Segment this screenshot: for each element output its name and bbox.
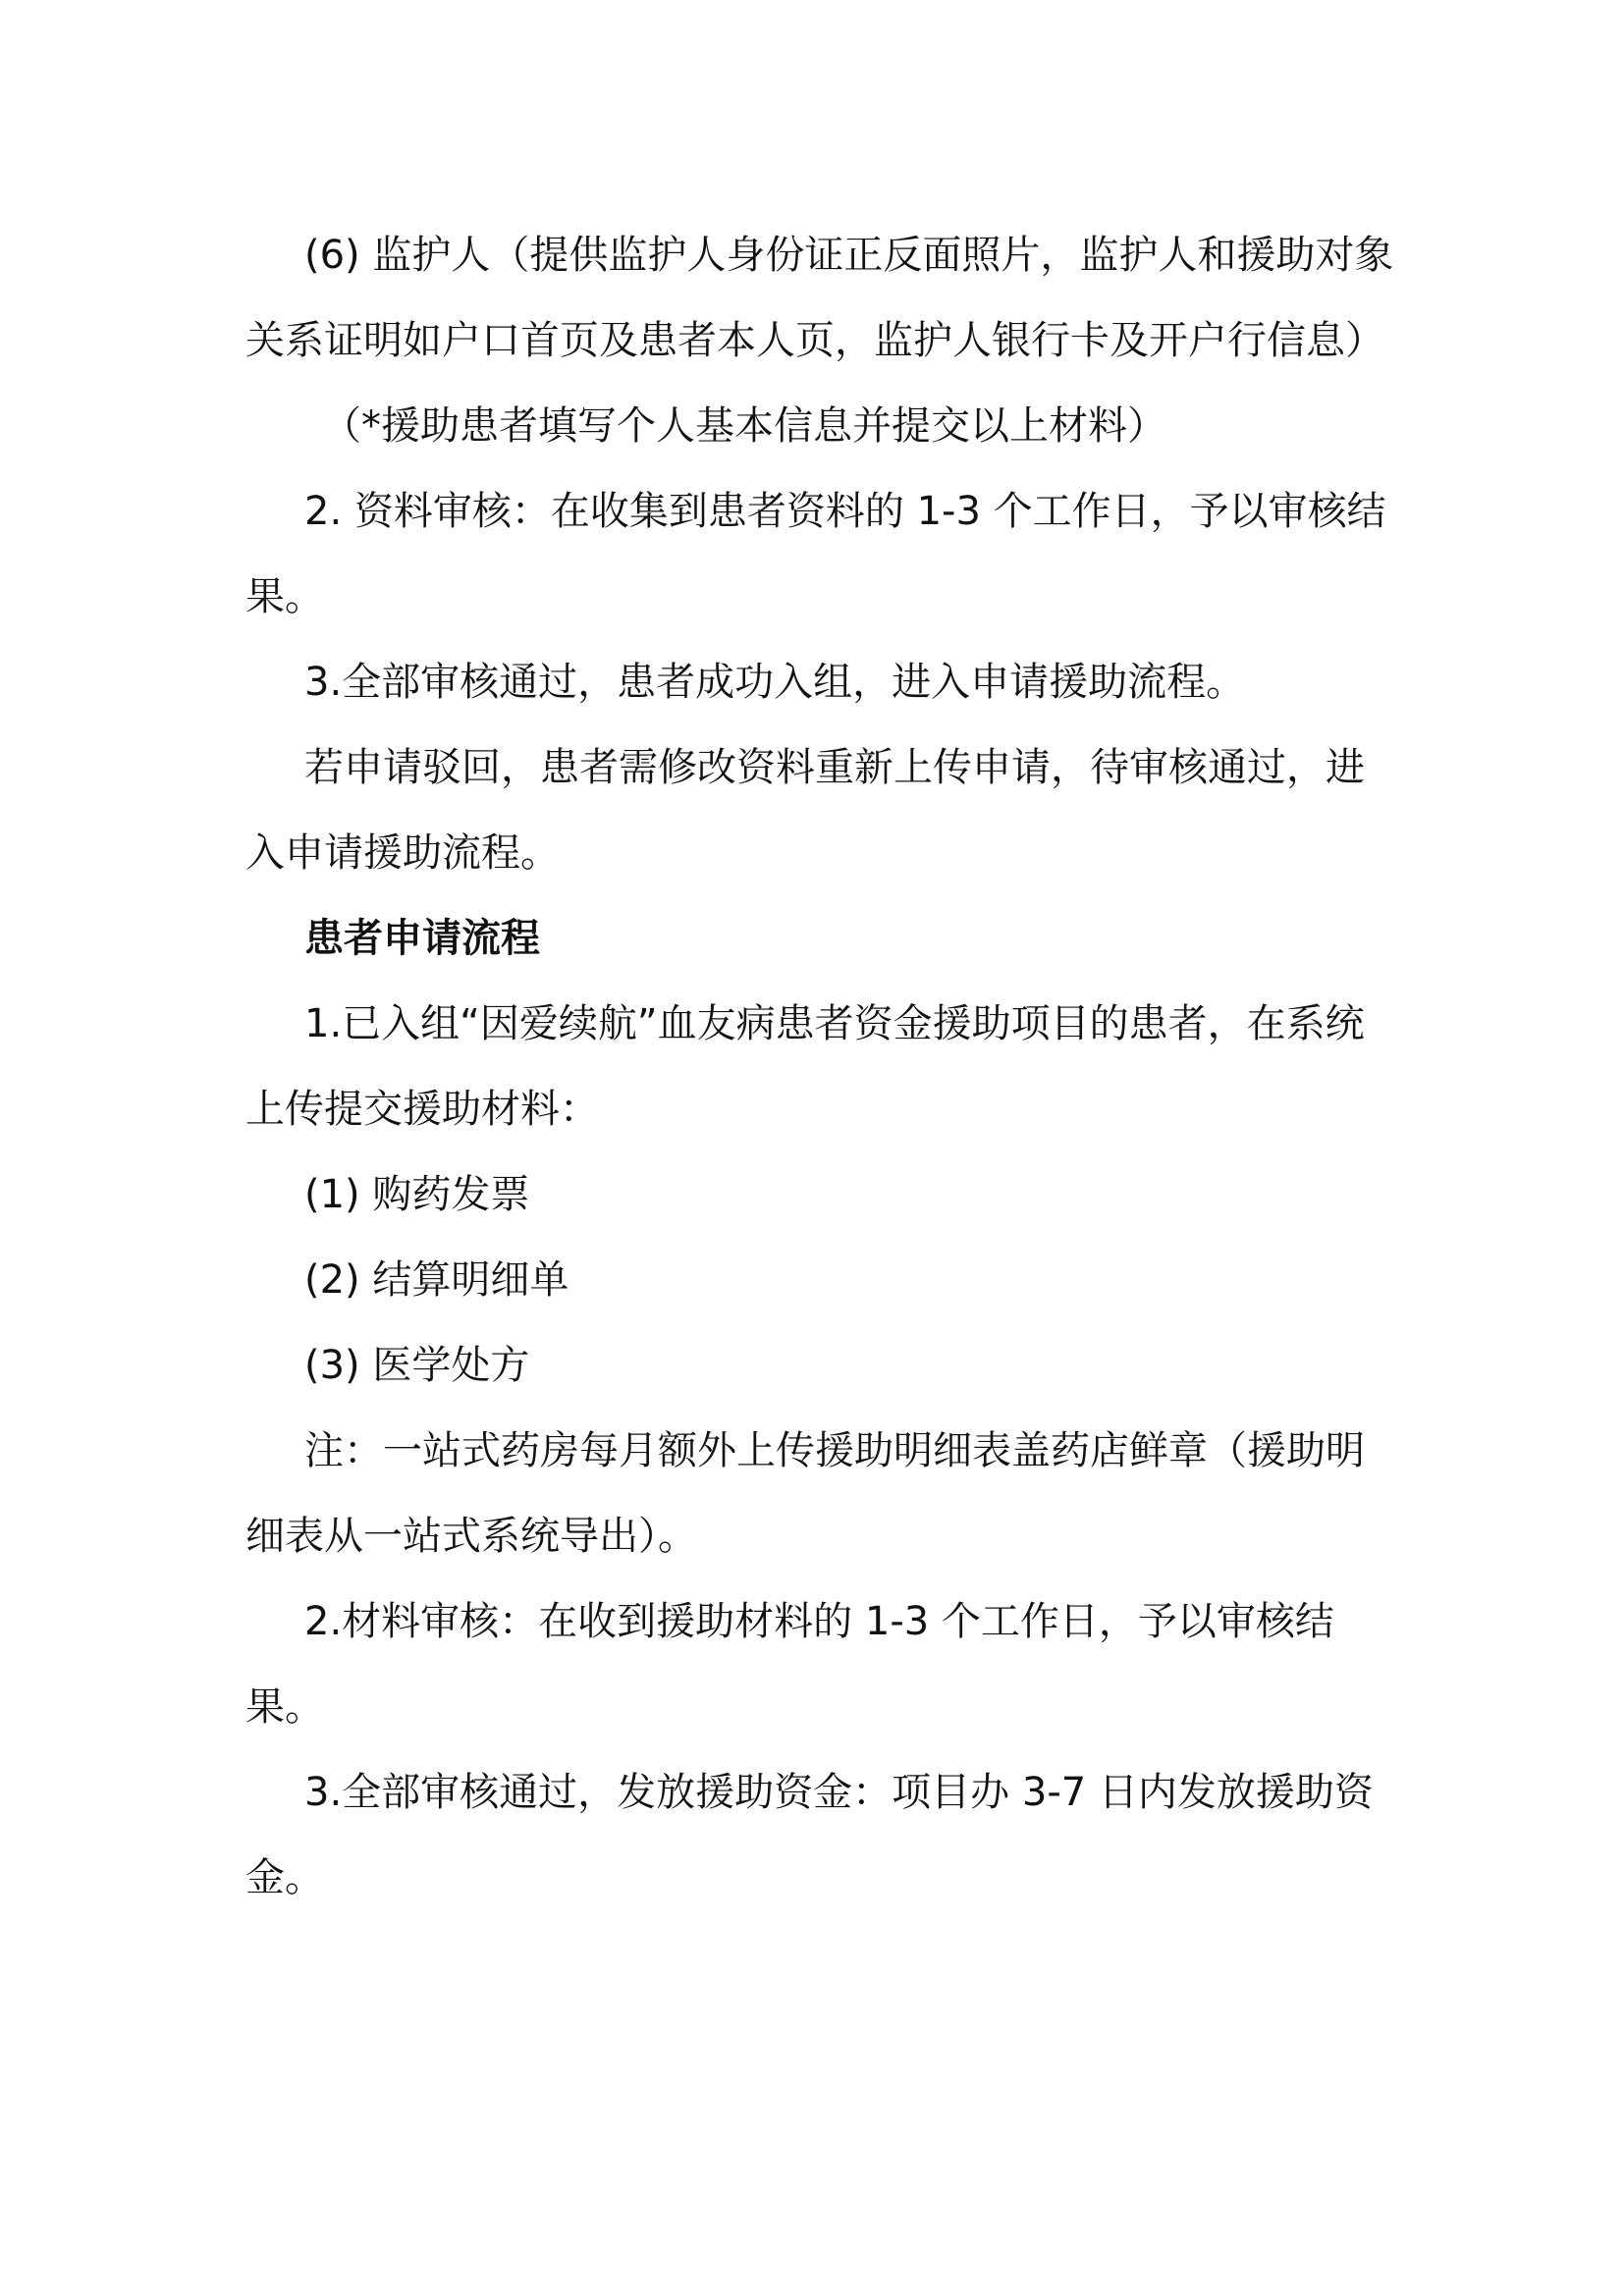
paragraph-material-review: 2.材料审核：在收到援助材料的 1-3 个工作日，予以审核结果。 (245, 1599, 1334, 1730)
paragraph-note-submit: （*援助患者填写个人基本信息并提交以上材料） (322, 403, 1166, 449)
list-item-settlement: (2) 结算明细单 (304, 1257, 569, 1303)
section-heading: 患者申请流程 (304, 916, 540, 961)
list-item-prescription: (3) 医学处方 (304, 1343, 530, 1388)
paragraph-review-passed: 3.全部审核通过，患者成功入组，进入申请援助流程。 (304, 660, 1246, 705)
paragraph-upload-materials: 1.已入组“因爱续航”血友病患者资金援助项目的患者，在系统上传提交援助材料： (245, 1001, 1365, 1132)
paragraph-data-review: 2. 资料审核：在收集到患者资料的 1-3 个工作日，予以审核结果。 (245, 489, 1386, 619)
list-item-invoice: (1) 购药发票 (304, 1172, 530, 1217)
paragraph-fund-release: 3.全部审核通过，发放援助资金：项目办 3-7 日内发放援助资金。 (245, 1770, 1374, 1900)
document-body (245, 213, 1394, 1921)
paragraph-rejection: 若申请驳回，患者需修改资料重新上传申请，待审核通过，进入申请援助流程。 (245, 745, 1365, 876)
paragraph-pharmacy-note: 注：一站式药房每月额外上传援助明细表盖药店鲜章（援助明细表从一站式系统导出）。 (245, 1428, 1365, 1559)
paragraph-guardian-materials: (6) 监护人（提供监护人身份证正反面照片，监护人和援助对象关系证明如户口首页及患者本人页，监护人银行卡及开户行信息） (245, 233, 1394, 363)
